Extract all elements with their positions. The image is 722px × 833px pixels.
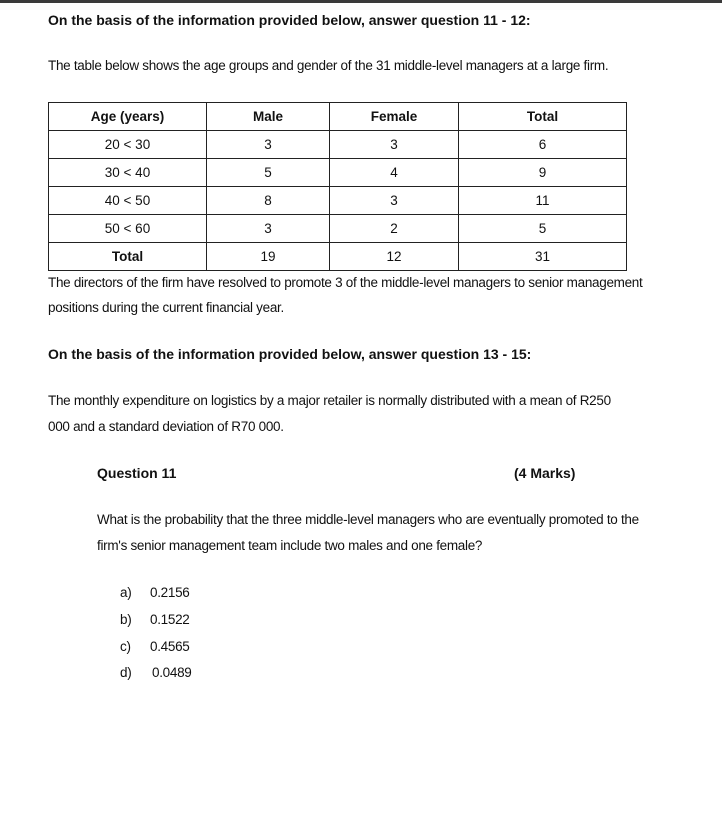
- option-letter: a): [120, 585, 132, 600]
- section-heading-q13-15: On the basis of the information provided below, answer question 13 - 15:: [48, 346, 532, 362]
- table-row: [49, 159, 627, 187]
- cell-female: 4: [330, 159, 459, 187]
- cell-total-label: Total: [49, 243, 207, 271]
- question-text-line2: firm's senior management team include two males and one female?: [97, 538, 483, 553]
- table-total-row: [49, 243, 627, 271]
- cell-total: 31: [459, 243, 627, 271]
- cell-total: 5: [459, 215, 627, 243]
- directors-text-line1: The directors of the firm have resolved to promote 3 of the middle-level managers to senior management: [48, 275, 643, 290]
- table-row: [49, 215, 627, 243]
- option-a: [120, 585, 190, 600]
- cell-male: 8: [207, 187, 330, 215]
- cell-female: 3: [330, 131, 459, 159]
- header-age: Age (years): [49, 103, 207, 131]
- managers-table: [48, 102, 627, 271]
- top-border: [0, 0, 722, 3]
- logistics-text-line2: 000 and a standard deviation of R70 000.: [48, 419, 284, 434]
- cell-age: 30 < 40: [49, 159, 207, 187]
- table-header-row: [49, 103, 627, 131]
- cell-male: 3: [207, 215, 330, 243]
- option-letter: c): [120, 639, 131, 654]
- cell-male: 19: [207, 243, 330, 271]
- option-value: 0.4565: [150, 639, 190, 654]
- table-intro: The table below shows the age groups and gender of the 31 middle-level managers at a large firm.: [48, 58, 609, 73]
- question-title: Question 11: [97, 465, 177, 481]
- question-text-line1: What is the probability that the three middle-level managers who are eventually promoted to the: [97, 512, 639, 527]
- logistics-text-line1: The monthly expenditure on logistics by a major retailer is normally distributed with a mean of R250: [48, 393, 611, 408]
- cell-male: 3: [207, 131, 330, 159]
- cell-total: 9: [459, 159, 627, 187]
- cell-male: 5: [207, 159, 330, 187]
- section-heading-q11-12: On the basis of the information provided below, answer question 11 - 12:: [48, 12, 531, 28]
- option-letter: d): [120, 665, 132, 680]
- option-d: [120, 665, 192, 680]
- option-letter: b): [120, 612, 132, 627]
- option-value: 0.1522: [150, 612, 190, 627]
- cell-total: 6: [459, 131, 627, 159]
- cell-female: 3: [330, 187, 459, 215]
- table-row: [49, 187, 627, 215]
- option-value: 0.0489: [152, 665, 192, 680]
- cell-age: 20 < 30: [49, 131, 207, 159]
- cell-female: 2: [330, 215, 459, 243]
- header-female: Female: [330, 103, 459, 131]
- table-row: [49, 131, 627, 159]
- option-c: [120, 639, 190, 654]
- cell-age: 40 < 50: [49, 187, 207, 215]
- header-male: Male: [207, 103, 330, 131]
- directors-text-line2: positions during the current financial year.: [48, 300, 284, 315]
- option-value: 0.2156: [150, 585, 190, 600]
- header-total: Total: [459, 103, 627, 131]
- cell-age: 50 < 60: [49, 215, 207, 243]
- question-marks: (4 Marks): [514, 465, 576, 481]
- option-b: [120, 612, 190, 627]
- cell-female: 12: [330, 243, 459, 271]
- cell-total: 11: [459, 187, 627, 215]
